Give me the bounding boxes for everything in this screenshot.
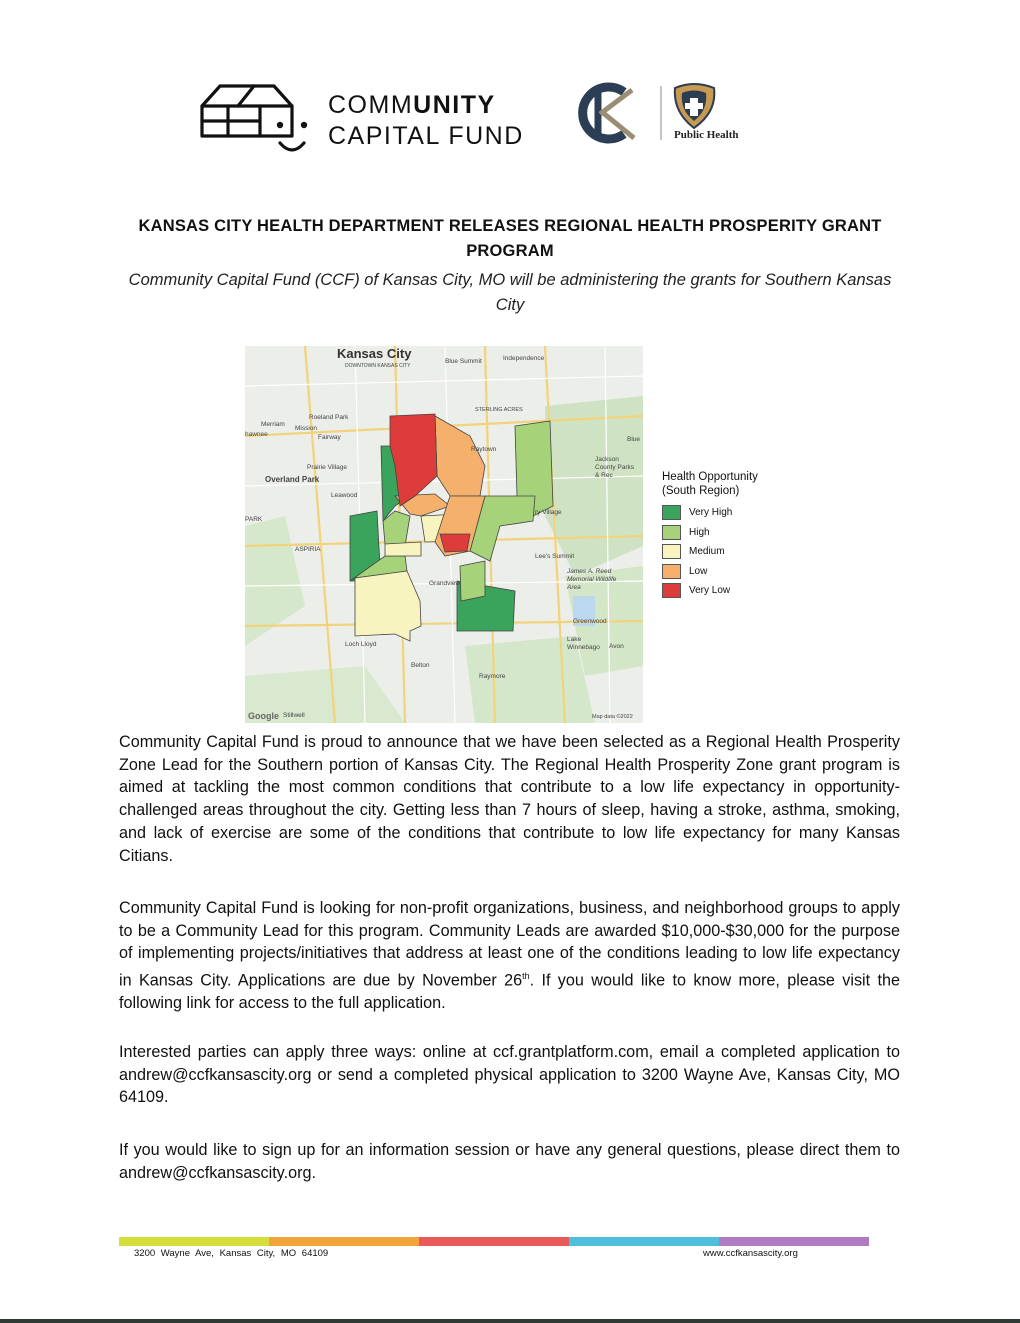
footer-bar-segment bbox=[269, 1237, 419, 1246]
public-health-label: Public Health bbox=[674, 129, 739, 141]
map-attribution: Map data ©2022 bbox=[592, 714, 633, 720]
legend-item-very-high: Very High bbox=[662, 504, 732, 520]
footer-website: www.ccfkansascity.org bbox=[703, 1248, 798, 1259]
paragraph-announcement: Community Capital Fund is proud to announce that we have been selected as a Regional Health Prosperity Zone Lead for the Southern portion of Kansas City. The Regional Health Prosperity Zone grant program is aimed at tackling the most common conditions that contribute to a low life expectancy in opportunity-challenged areas throughout the city. Getting less than 7 hours of sleep, having a stroke, asthma, smoking, and lack of exercise are some of the conditions that contribute to low life expectancy for many Kansas Citians. bbox=[119, 733, 900, 865]
legend-item-low: Low bbox=[662, 563, 707, 579]
map-label: Stillwell bbox=[283, 712, 305, 719]
map-label: Lee's Summit bbox=[535, 553, 575, 560]
kc-health-logo bbox=[576, 82, 766, 144]
footer-color-bar bbox=[119, 1237, 869, 1246]
map-label: Raymore bbox=[479, 673, 506, 680]
map-label: Raytown bbox=[471, 446, 497, 453]
map-label: Mission bbox=[295, 425, 318, 432]
map-label: ASPIRIA bbox=[295, 546, 321, 553]
greenhouse-icon bbox=[198, 82, 323, 160]
map-label: Belton bbox=[411, 662, 430, 669]
footer-bar-segment bbox=[119, 1237, 269, 1246]
map-label: Greenwood bbox=[573, 618, 607, 625]
map-label: PARK bbox=[245, 516, 263, 523]
map-label: DOWNTOWN KANSAS CITY bbox=[345, 363, 411, 369]
map-legend-title: Health Opportunity (South Region) bbox=[662, 471, 758, 497]
legend-item-high: High bbox=[662, 524, 710, 540]
map-label: Leawood bbox=[331, 492, 358, 499]
footer-bar-segment bbox=[719, 1237, 869, 1246]
ccf-wordmark: COMMUNITY CAPITAL FUND bbox=[328, 91, 524, 150]
map-label: Avon bbox=[609, 643, 624, 650]
map-label: Loch Lloyd bbox=[345, 641, 377, 648]
legend-swatch bbox=[662, 544, 681, 559]
map-label: Blue Summit bbox=[445, 358, 482, 365]
page-bottom-border bbox=[0, 1319, 1020, 1323]
map-label: Jackson County Parks & Rec bbox=[595, 456, 635, 479]
legend-swatch bbox=[662, 505, 681, 520]
map-label: Grandview bbox=[429, 580, 461, 587]
paragraph-contact: If you would like to sign up for an information session or have any general questions, please direct them to andrew@ccfkansascity.org. bbox=[119, 1141, 900, 1182]
paragraph-how-to-apply: Interested parties can apply three ways: online at ccf.grantplatform.com, email a completed application to andrew@ccfkansascity.org or send a completed physical application to 3200 Wayne Ave, Kansas City, MO 64109. bbox=[119, 1043, 900, 1107]
map-label: James A. Reed Memorial Wildlife Area bbox=[567, 568, 617, 591]
map-label: Kansas City bbox=[337, 346, 412, 361]
map-graphic bbox=[245, 346, 643, 723]
page-subtitle: Community Capital Fund (CCF) of Kansas City, MO will be administering the grants for Southern Kansas City bbox=[128, 271, 892, 314]
map-label: Overland Park bbox=[265, 475, 320, 484]
legend-swatch bbox=[662, 564, 681, 579]
google-logo: Google bbox=[248, 711, 279, 721]
map-label: Roeland Park bbox=[309, 414, 349, 421]
legend-swatch bbox=[662, 525, 681, 540]
map-label: ry Village bbox=[535, 509, 562, 516]
health-opportunity-map bbox=[245, 346, 643, 723]
legend-item-medium: Medium bbox=[662, 543, 725, 559]
map-label: Blue bbox=[627, 436, 641, 443]
map-label: Independence bbox=[503, 355, 545, 362]
map-label: Fairway bbox=[318, 434, 341, 441]
footer-bar-segment bbox=[569, 1237, 719, 1246]
paragraph-call-for-applicants: Community Capital Fund is looking for non-profit organizations, business, and neighborhood groups to apply to be a Community Lead for this program. Community Leads are awarded $10,000-$30,000 for the purpose of implementing projects/initiatives that address at least one of the conditions leading to low life expectancy in Kansas City. Applications are due by November 26th. If you would like to know more, please visit the following link for access to the full application. bbox=[119, 899, 901, 1013]
map-label: Merriam bbox=[261, 421, 285, 428]
page-title: KANSAS CITY HEALTH DEPARTMENT RELEASES REGIONAL HEALTH PROSPERITY GRANT PROGRAM bbox=[138, 217, 882, 260]
ccf-logo bbox=[198, 82, 528, 160]
footer-bar-segment bbox=[419, 1237, 569, 1246]
footer-address: 3200 Wayne Ave, Kansas City, MO 64109 bbox=[134, 1248, 329, 1259]
map-label: hawnee bbox=[245, 431, 268, 438]
legend-swatch bbox=[662, 583, 681, 598]
map-label: Prairie Village bbox=[307, 464, 347, 471]
map-label: STERLING ACRES bbox=[475, 407, 523, 413]
legend-item-very-low: Very Low bbox=[662, 582, 730, 598]
map-label: Lake Winnebago bbox=[567, 636, 600, 651]
